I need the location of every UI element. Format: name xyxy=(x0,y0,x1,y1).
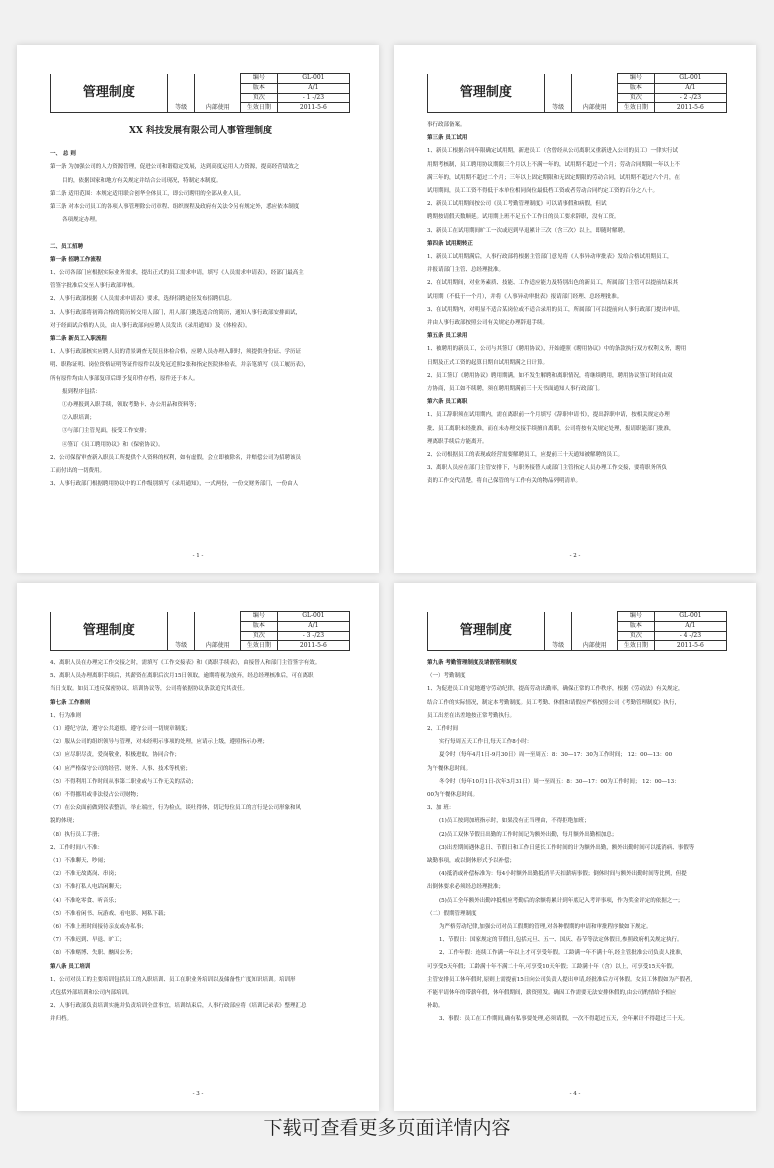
header-grade-value: 内部使用 xyxy=(572,74,618,113)
text-line: 3、离职人员应在部门主管安排下，与职务接替人或部门主管指定人员办理工作交接，要将职务所负 xyxy=(427,465,668,472)
text-line: 1、员工辞职须在试用期内，需在离职前一个月填写《辞职申请书》，提出辞职申请，按相关规定办理 xyxy=(427,412,670,419)
text-line: ③与部门主管见面，接受工作安排； xyxy=(62,428,151,435)
document-body xyxy=(50,119,351,491)
text-line: 夏令时（每年4月1日-9月30日）周一至周五：8：30—17：30为工作时间； 12：00—13：00 xyxy=(439,752,673,759)
text-line: 并由人事行政部按照公司有关规定办理辞退手续。 xyxy=(427,320,549,327)
page-number: - 2 - xyxy=(569,553,581,559)
header-field-value: 2011-5-6 xyxy=(654,103,726,113)
document-body xyxy=(50,657,351,1027)
header-field-label: 生效日期 xyxy=(618,103,655,113)
header-field-label: 编号 xyxy=(241,612,278,622)
header-field-label: 版本 xyxy=(241,83,278,93)
text-line: 方协商，员工如不续聘，须在聘用期满前三十天书面通知人事行政部门。 xyxy=(427,386,604,393)
section-heading: 第八条 员工培训 xyxy=(50,963,91,970)
header-field-value: GL-001 xyxy=(654,612,726,622)
text-line: 3、加 班： xyxy=(427,805,455,812)
header-field-label: 生效日期 xyxy=(241,641,278,651)
header-field-value: - 2 -/23 xyxy=(654,93,726,103)
text-line: 为严格劳动纪律,加强公司对员工假期的管理,对各种假期的申请和审批程序做如下规定。 xyxy=(439,924,652,931)
page-number: - 4 - xyxy=(569,1091,581,1097)
section-heading: 第六条 员工离职 xyxy=(427,399,468,406)
text-line: 用期考核制，员工聘用协议期限三个月以上不满一年的，试用期不超过一个月；劳动合同期限一年以上不 xyxy=(427,161,681,168)
header-field-value: A/1 xyxy=(277,83,349,93)
text-line xyxy=(50,227,351,240)
text-line: 聘期按请假天数顺延。试用期上班不足五个工作日的员工要求辞职，没有工资。 xyxy=(427,214,620,221)
header-grade-label: 等级 xyxy=(167,612,195,651)
header-field-value: GL-001 xyxy=(654,74,726,84)
text-line: 2、在试用期间，对业务素质、技能、工作适应能力及特别出色的新员工，所属部门主管可以提前结束其 xyxy=(427,280,679,287)
text-line: 2、人事行政部根据《人员需求申请表》要求，选择招聘途径发布招聘信息。 xyxy=(50,296,236,303)
text-line: （4）不准吃零食、听音乐； xyxy=(50,897,120,904)
header-table xyxy=(50,611,350,651)
text-line: 1、行为准则 xyxy=(50,712,81,719)
text-line: 批、员工离职未经批准，而在未办理交接手续擅自离职，公司将按有关规定处理，报请职能部门批准， xyxy=(427,425,675,432)
text-line: （2）不准无故离岗、串岗； xyxy=(50,871,120,878)
text-line: ②入职培训； xyxy=(62,415,96,422)
text-line: 5、离职人员办理离职手续后，其薪资在离职后次月15日领取，逾期将视为放弃，经总经理核准后，可在离职 xyxy=(50,673,314,680)
text-line: （7）不准迟到、早退、旷工； xyxy=(50,937,126,944)
header-title: 管理制度 xyxy=(428,612,545,651)
header-grade-label: 等级 xyxy=(544,612,572,651)
text-line: 管签字批准后交至人事行政部审核。 xyxy=(50,283,139,290)
header-field-label: 编号 xyxy=(618,74,655,84)
text-line: 试用期间，员工工资不得低于本单位相同岗位最低档工资或者劳动合同约定工资的百分之八十。 xyxy=(427,188,659,195)
text-line: （3）应尽职尽责，爱岗敬业，积极进取，协同合作； xyxy=(50,752,181,759)
text-line: ①办理报到入职手续，领取考勤卡、办公用品和资料等； xyxy=(62,402,200,409)
header-field-value: - 3 -/23 xyxy=(277,631,349,641)
header-field-value: 2011-5-6 xyxy=(654,641,726,651)
header-field-label: 生效日期 xyxy=(618,641,655,651)
document-body xyxy=(427,657,728,1027)
text-line: 2、工作年假：连续工作满一年以上才可享受年假。工龄满一年不满十年,经主管批准公司负责人批准, xyxy=(439,950,683,957)
text-line: ④签订《员工聘用协议》和《保密协议》。 xyxy=(62,441,164,448)
text-line: 并归档。 xyxy=(50,1016,73,1023)
text-line: 3、在试用期内，对明显不适合某岗位或不适合录用的员工，所属部门可以提前向人事行政部门提出申请， xyxy=(427,306,684,313)
text-line: 1、为促进员工自觉地遵守劳动纪律，提高劳动出勤率，确保正常的工作秩序，根据《劳动法》有关规定， xyxy=(427,686,684,693)
text-line: 冬令时（每年10月1日-次年3月31日）周一至周五：8：30—17：00为工作时间； 12：00—13： xyxy=(439,778,680,785)
text-line: 明、职称证明、岗位资格证明等证件原件以及免冠近照2张和指定医院体检表，并亲笔填写《员工履历表》， xyxy=(50,362,310,369)
text-line: 2、工作时间八不准： xyxy=(50,844,103,851)
text-line: 3、事假：员工在工作期间,确有私事要处理,必须请假，一次不得超过五天，全年累计不得超过三十天。 xyxy=(439,1016,688,1023)
document-body xyxy=(427,119,728,489)
text-line: 1、公司对员工的主要培训包括员工的入职培训、员工在职业务培训以及储备性广度知识培训。培训形 xyxy=(50,976,296,983)
text-line: （5）不得利用工作时间从事第二职业或与工作无关的活动； xyxy=(50,778,197,785)
text-line: 2、工作时间 xyxy=(427,726,458,733)
text-line: 各项规定办理。 xyxy=(62,217,101,224)
text-line: 目的，依据国家和地方有关规定并结合公司现况，特制定本制度。 xyxy=(62,177,222,184)
header-field-value: A/1 xyxy=(654,83,726,93)
section-heading: 第五条 员工录用 xyxy=(427,333,468,340)
text-line: 2、员工签订《聘用协议》聘用期满，如不发生解聘和离职情况，将继续聘用，聘用协议签订时间由双 xyxy=(427,372,673,379)
document-page-1 xyxy=(17,45,379,573)
page-number: - 3 - xyxy=(192,1091,204,1097)
text-line: 主管安排员工休年假时,原则上需提前15日向公司负责人提出申请,经批准后方可休假。女员工休假如为产假者, xyxy=(427,976,693,983)
text-line: 不能平请休年的带薪年假，休年假期间，薪资照发。确因工作需要无法安排休假的,由公司酌情给予相应 xyxy=(427,990,677,997)
header-field-value: 2011-5-6 xyxy=(277,641,349,651)
text-line: 1、新员工根据合同年限确定试用期，新进员工（含曾经从公司离职又重新进入公司的员工）一律实行试 xyxy=(427,148,679,155)
text-line: (2)员工双休节假日出勤的工作时间记为额外出勤，每月额外出勤相加总； xyxy=(439,831,618,838)
text-line: 理离职手续后方能离开。 xyxy=(427,438,488,445)
text-line: 报到程序包括： xyxy=(62,388,101,395)
header-table xyxy=(427,611,727,651)
text-line: （1）不准聊天、吵闹； xyxy=(50,858,109,865)
header-field-label: 版本 xyxy=(618,621,655,631)
text-line: （二）假期管理制度 xyxy=(427,910,477,917)
text-line: 3、新员工在试用期间旷工一次或迟到早退累计三次（含三次）以上，即随时解聘。 xyxy=(427,227,629,234)
document-title: XX 科技发展有限公司人事管理制度 xyxy=(128,126,273,136)
text-line: 1、人事行政部核实应聘人员的背景调查无误且体检合格，应聘人员办理入职时，须提供身份证、学历证 xyxy=(50,349,302,356)
document-header xyxy=(50,611,350,651)
text-line: 可享受5天年假；工龄满十年不满二十年,可享受10天年假；工龄满十年（含）以上，可享受15天年假。 xyxy=(427,963,678,970)
text-line: （8）不准赌博、失职、酗因公务； xyxy=(50,950,137,957)
section-heading: 第九条 考勤管理制度及请假管理制度 xyxy=(427,660,517,666)
text-line: 为午餐休息时间。 xyxy=(427,765,472,772)
header-field-value: - 4 -/23 xyxy=(654,631,726,641)
header-field-value: GL-001 xyxy=(277,612,349,622)
text-line: （6）不准上班时间接待亲友或办私事； xyxy=(50,924,148,931)
header-field-label: 版本 xyxy=(618,83,655,93)
text-line: 式包括外部培训和公司内部培训。 xyxy=(50,990,133,997)
text-line: 满三年的，试用期不超过二个月；三年以上固定期限和无固定期限的劳动合同，试用期不超过六个月，在 xyxy=(427,174,681,181)
text-line: 补助。 xyxy=(427,1003,444,1010)
text-line: 第三条 对本公司员工的各项人事管理除公司章程、组织规程及政府有关法令另有规定外，悉应依本制度 xyxy=(50,204,300,211)
text-line: 1、节假日：国家规定的节假日,包括元旦、五一、国庆、春节等法定休假日,参照政府机关规定执行。 xyxy=(439,937,683,944)
text-line: (1)员工按到加班指示时，如果没有正当理由，不得拒绝加班； xyxy=(439,818,590,825)
section-heading: 第四条 试用期转正 xyxy=(427,240,473,247)
header-field-label: 生效日期 xyxy=(241,103,278,113)
section-heading: 第二条 新员工入职流程 xyxy=(50,336,107,343)
text-line: 当日支取。如员工违反保密协议、培训协议等，公司将依据协议条款追究其责任。 xyxy=(50,686,249,693)
section-heading: 一、 总 则 xyxy=(50,151,76,158)
document-header xyxy=(427,73,727,113)
text-line: 第二条 适用范围：本规定适用联合创华全体员工，即公司聘用的全部从业人员。 xyxy=(50,190,245,197)
header-field-label: 编号 xyxy=(618,612,655,622)
document-page-3 xyxy=(17,583,379,1111)
text-line: (4)抵消或补偿标准为：每4小时额外出勤抵消半天扣薪病事假；倒休时间与额外出勤时间等比例，但提 xyxy=(439,871,687,878)
text-line: 员工出差在出差地按正常考勤执行。 xyxy=(427,712,516,719)
section-heading: 第一条 招聘工作流程 xyxy=(50,256,102,263)
header-field-label: 页次 xyxy=(618,93,655,103)
section-heading: 二、员工招聘 xyxy=(50,243,84,250)
text-line: 并报请部门主管、总经理批准。 xyxy=(427,267,505,274)
header-grade-value: 内部使用 xyxy=(195,612,241,651)
text-line: 事行政部备案。 xyxy=(427,122,466,128)
header-field-label: 版本 xyxy=(241,621,278,631)
document-header xyxy=(50,73,350,113)
page-number: - 1 - xyxy=(192,553,204,559)
section-heading: 第三条 员工试用 xyxy=(427,135,468,142)
text-line: 1、公司各部门应根据实际业务需求，提出正式的员工需求申请，填写《人员需求申请表》，经部门最高主 xyxy=(50,270,304,277)
text-line: 结合工作的实际情况，制定本考勤制度。员工考勤、休假和请假应严格按照公司《考勤管理制度》执行， xyxy=(427,699,681,706)
text-line: 责的工作交代清楚，将自己保管的与工作有关的物品列明清单。 xyxy=(427,478,582,485)
text-line: （一）考勤制度 xyxy=(427,673,466,680)
text-line: 出倒休要求必须经总经理批准； xyxy=(427,884,505,891)
text-line: 3、人事行政部门根据聘用协议中的工作级别填写《录用通知》，一式两份，一份交财务部门，一份由人 xyxy=(50,481,299,488)
text-line: 1、新员工试用期满后，人事行政部将根据主管部门意见将《人事异动审批表》发给合格试用期员工， xyxy=(427,254,673,261)
text-line: 3、人事行政部将初筛合格的简历转交用人部门，用人部门挑选适合的简历，通知人事行政部安排面试， xyxy=(50,309,302,316)
header-title: 管理制度 xyxy=(51,612,168,651)
text-line: 貌的体现； xyxy=(50,818,78,825)
header-table xyxy=(427,73,727,113)
header-field-value: A/1 xyxy=(654,621,726,631)
header-grade-value: 内部使用 xyxy=(195,74,241,113)
text-line: （2）服从公司的组织领导与管理，对未经明示事项的处理，应请示上级，遵照指示办理； xyxy=(50,739,269,746)
text-line: 对于经面试合格的人员，由人事行政部向应聘人员发出《录用通知》及《体检表》。 xyxy=(50,322,251,329)
header-field-label: 页次 xyxy=(241,631,278,641)
section-heading: 第七条 工作准则 xyxy=(50,699,91,706)
text-line: (3)出差期间遇休息日、节假日和工作日延长工作时间的计为额外出勤，额外出勤时间可以抵消病、事假等 xyxy=(439,844,695,851)
header-field-value: - 1 -/23 xyxy=(277,93,349,103)
text-line: 4、离职人员在办理完工作交接之时，需填写《工作交接表》和《离职手续表》，由接替人和部门主管签字有效。 xyxy=(50,660,321,666)
text-line: 工而付出的一切费用。 xyxy=(50,468,106,475)
text-line: 试用期（不低于一个月），并将《人事异动审批表》报请部门经理、总经理批准。 xyxy=(427,293,623,300)
document-header xyxy=(427,611,727,651)
document-page-4 xyxy=(394,583,756,1111)
header-field-value: 2011-5-6 xyxy=(277,103,349,113)
text-line: 第一条 为加强公司的人力资源管理，促进公司和谐稳定发展，达到高度运用人力资源，提高经营绩效之 xyxy=(50,164,300,171)
text-line: （5）不准看闲书、玩游戏、看电影、网私下载； xyxy=(50,910,170,917)
header-field-label: 编号 xyxy=(241,74,278,84)
document-page-2 xyxy=(394,45,756,573)
header-grade-value: 内部使用 xyxy=(572,612,618,651)
header-field-label: 页次 xyxy=(618,631,655,641)
header-field-value: A/1 xyxy=(277,621,349,631)
text-line: 所有原件均由人事部复印后即予复印件存档，原件还于本人。 xyxy=(50,375,199,382)
text-line: （6）不得挪用或非法侵占公司财物； xyxy=(50,792,142,799)
text-line: 2、新员工试用期间按公司《员工考勤管理制度》可以请事假和病假，但试 xyxy=(427,201,607,208)
text-line: （1）遵纪守法，遵守公共道德，遵守公司一切规章制度； xyxy=(50,726,192,733)
header-title: 管理制度 xyxy=(428,74,545,113)
text-line: 日期及正式工资的起算日期自试用期满之日计算。 xyxy=(427,359,549,366)
header-title: 管理制度 xyxy=(51,74,168,113)
text-line: （7）在公众面前做到仪表整洁，举止端庄，行为检点，谈吐得体，切记每位员工的言行是公司形象和风 xyxy=(50,805,302,812)
text-line: 实行每周五天工作日,每天工作8小时： xyxy=(439,739,533,746)
header-grade-label: 等级 xyxy=(167,74,195,113)
header-field-label: 页次 xyxy=(241,93,278,103)
download-more-prompt[interactable]: 下载可查看更多页面详情内容 xyxy=(263,1117,511,1139)
text-line: （4）应严格保守公司的经营、财务、人事、技术等机密； xyxy=(50,765,192,772)
text-line: 1、被聘用的新员工，公司与其签订《聘用协议》，开始遵照《聘用协议》中的条款执行双方权利义务，聘用 xyxy=(427,346,687,353)
header-grade-label: 等级 xyxy=(544,74,572,113)
text-line: 2、公司根据员工的表现或经营需要解聘员工，应提前三十天通知被解聘的员工。 xyxy=(427,452,624,459)
text-line: 00为午餐休息时间。 xyxy=(427,792,478,799)
text-line: 2、公司保留审查新入职员工所提供个人资料的权利，如有虚假，会立即被除名，并赔偿公司为招聘该员 xyxy=(50,454,302,461)
text-line: （8）执行员工手册； xyxy=(50,831,103,838)
text-line: (5)员工全年额外出勤冲抵相应考勤后的余额将累计到年底记入考评事项，作为奖金评定的依据之一； xyxy=(439,897,684,904)
text-line: 2、人事行政部负责培训实施并负责培训全盘事宜，培训结束后，人事行政部应将《培训记录表》整理汇总 xyxy=(50,1003,307,1010)
text-line: （3）不准打私人电话闲聊天； xyxy=(50,884,126,891)
text-line: 缺勤事项，或以倒休形式予以补偿； xyxy=(427,858,516,865)
header-field-value: GL-001 xyxy=(277,74,349,84)
header-table xyxy=(50,73,350,113)
